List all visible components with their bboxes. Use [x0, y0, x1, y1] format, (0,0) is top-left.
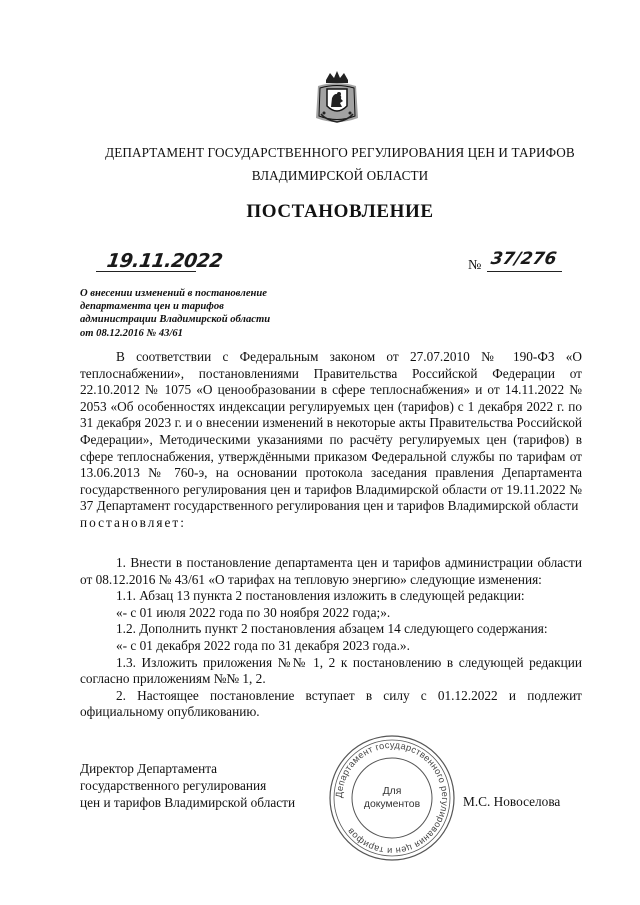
resolves-word: постановляет: — [80, 514, 186, 530]
date-underline — [96, 271, 196, 272]
clause-2: 2. Настоящее постановление вступает в силу с 01.12.2022 и подлежит официальному опубликованию. — [80, 687, 582, 720]
clauses-section — [80, 555, 582, 721]
department-name-line1: ДЕПАРТАМЕНТ ГОСУДАРСТВЕННОГО РЕГУЛИРОВАНИЯ ЦЕН И ТАРИФОВ — [105, 145, 575, 160]
subject-line: администрации Владимирской области — [80, 314, 271, 326]
preamble-text: В соответствии с Федеральным законом от 27.07.2010 № 190-ФЗ «О теплоснабжении», постановлениями Правительства Российской Федерации от 22.10.2012 № 1075 «О ценообразовании в сфере теплоснабжения» и от 14.11.2022 № 2053 «Об особенностях индексации регулируемых цен (тарифов) с 1 декабря 2022 г. по 31 декабря 2023 г. и о внесении изменений в некоторые акты Правительства Российской Федерации», Методическими указаниями по расчёту регулируемых цен (тарифов) в сфере теплоснабжения, утверждёнными приказом Федеральной службы по тарифам от 13.06.2013 № 760-э, на основании протокола заседания правления Департамента государственного регулирования цен и тарифов Владимирской области от 19.11.2022 № 37 Департамент государственного регулирования цен и тарифов Владимирской области — [80, 349, 582, 514]
document-title: ПОСТАНОВЛЕНИЕ — [246, 201, 434, 222]
signatory-name: М.С. Новоселова — [463, 794, 561, 809]
seal-inner-line2: документов — [363, 799, 421, 810]
clause-1-2-text: «- с 01 декабря 2022 года по 31 декабря 2023 года.». — [116, 637, 410, 653]
department-name-line2: ВЛАДИМИРСКОЙ ОБЛАСТИ — [251, 168, 429, 183]
subject-line: от 08.12.2016 № 43/61 — [80, 327, 183, 339]
seal-inner-line1: Для — [382, 786, 402, 797]
position-line: государственного регулирования — [80, 778, 267, 793]
clause-1-1: 1.1. Абзац 13 пункта 2 постановления изложить в следующей редакции: — [116, 588, 525, 604]
document-number: 37/276 — [489, 249, 558, 269]
preamble-paragraph — [80, 349, 582, 532]
seal-ring-text: Департамент государственного регулирования цен и тарифов — [333, 739, 451, 857]
clause-1-2: 1.2. Дополнить пункт 2 постановления абзацем 14 следующего содержания: — [116, 621, 548, 637]
document-date: 19.11.2022 — [105, 250, 224, 272]
number-label: № — [468, 258, 482, 273]
document-subject — [80, 287, 320, 340]
position-line: Директор Департамента — [80, 761, 218, 776]
number-underline — [487, 271, 562, 272]
signatory-position — [80, 760, 295, 811]
subject-line: департамента цен и тарифов — [80, 301, 224, 313]
position-line: цен и тарифов Владимирской области — [80, 795, 296, 810]
clause-1-1-text: «- с 01 июля 2022 года по 30 ноября 2022 года;». — [116, 604, 391, 620]
clause-1: 1. Внести в постановление департамента цен и тарифов администрации области от 08.12.2016 № 43/61 «О тарифах на тепловую энергию» следующие изменения: — [80, 555, 582, 587]
subject-line: О внесении изменений в постановление — [80, 288, 268, 299]
coat-of-arms-icon — [312, 70, 362, 126]
clause-1-3: 1.3. Изложить приложения №№ 1, 2 к постановлению в следующей редакции согласно приложениям №№ 1, 2. — [80, 654, 582, 687]
